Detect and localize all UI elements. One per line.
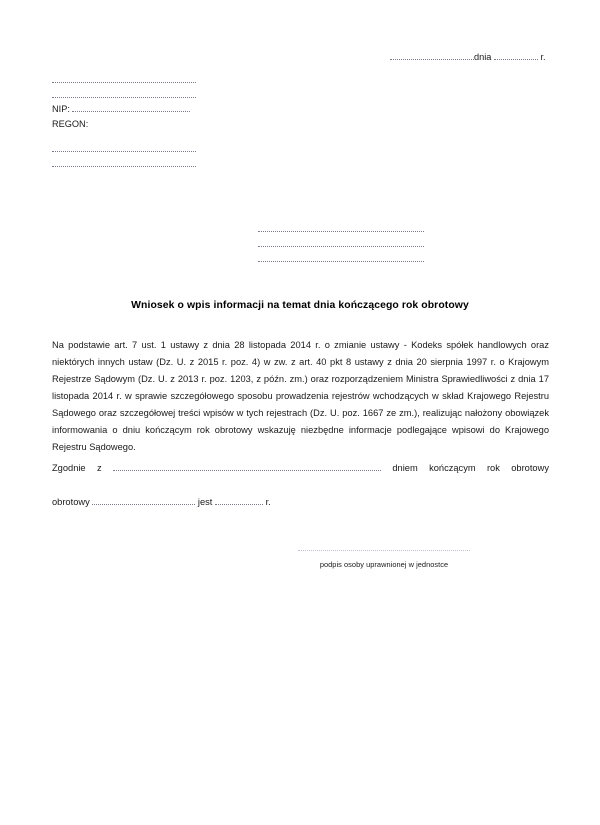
page-title: Wniosek o wpis informacji na temat dnia kończącego rok obrotowy — [131, 300, 469, 311]
signature-input-line[interactable] — [298, 549, 470, 551]
declaration-paragraph — [52, 460, 549, 511]
addressee-input-2[interactable] — [258, 246, 424, 247]
applicant-address-line-2[interactable] — [52, 157, 212, 172]
year-suffix-label: r. — [540, 52, 546, 62]
nip-input[interactable] — [72, 111, 190, 112]
date-input-line[interactable] — [494, 59, 538, 60]
signature-block — [298, 549, 470, 569]
declaration-date-input[interactable] — [215, 504, 263, 505]
applicant-block — [52, 73, 212, 171]
declaration-prefix: Zgodnie — [52, 463, 86, 473]
declaration-year-suffix: r. — [265, 497, 271, 507]
addressee-input-3[interactable] — [258, 261, 424, 262]
declaration-jest-label: jest — [197, 497, 213, 507]
regon-row[interactable] — [52, 117, 212, 132]
applicant-spacer — [52, 131, 212, 142]
dnia-label: dnia — [474, 52, 492, 62]
applicant-name-input-2[interactable] — [52, 97, 196, 98]
applicant-name-line-1[interactable] — [52, 73, 212, 88]
declaration-day-input[interactable] — [92, 504, 195, 505]
addressee-input-1[interactable] — [258, 231, 424, 232]
declaration-source-input[interactable] — [113, 470, 381, 471]
applicant-name-input-1[interactable] — [52, 82, 196, 83]
regon-label: REGON: — [52, 118, 89, 129]
declaration-z-label: z — [96, 463, 102, 473]
addressee-line-1[interactable] — [258, 219, 424, 234]
applicant-address-line-1[interactable] — [52, 142, 212, 157]
addressee-line-3[interactable] — [258, 249, 424, 264]
date-line — [390, 52, 548, 62]
signature-caption: podpis osoby uprawnionej w jednostce — [319, 560, 449, 569]
nip-label: NIP: — [52, 104, 70, 114]
applicant-address-input-2[interactable] — [52, 166, 196, 167]
addressee-block — [258, 219, 424, 264]
applicant-address-input-1[interactable] — [52, 151, 196, 152]
declaration-middle-text: dniem kończącym rok obrotowy — [392, 463, 549, 473]
legal-basis-paragraph: Na podstawie art. 7 ust. 1 ustawy z dnia 28 listopada 2014 r. o zmianie ustawy - Kodeks spółek handlowych oraz niektórych innych ustaw (Dz. U. z 2015 r. poz. 4) w zw. z art. 40 pkt 8 ustawy z dnia 20 sierpnia 1997 r. o Krajowym Rejestrze Sądowym (Dz. U. z 2013 r. poz. 1203, z późn. zm.) oraz rozporządzeniem Ministra Sprawiedliwości z dnia 17 listopada 2014 r. w sprawie szczegółowego sposobu prowadzenia rejestrów wchodzących w skład Krajowego Rejestru Sądowego oraz szczegółowej treści wpisów w tych rejestrach (Dz. U. poz. 1667 ze zm.), realizując nałożony obowiązek informowania o dniu kończącym rok obrotowy wskazuję niezbędne informacje podlegające wpisowi do Krajowego Rejestru Sądowego. — [52, 340, 549, 452]
place-input-line[interactable] — [390, 59, 474, 60]
applicant-name-line-2[interactable] — [52, 88, 212, 103]
declaration-obrotowy-label: obrotowy — [52, 497, 90, 507]
addressee-line-2[interactable] — [258, 234, 424, 249]
nip-row[interactable] — [52, 102, 212, 117]
